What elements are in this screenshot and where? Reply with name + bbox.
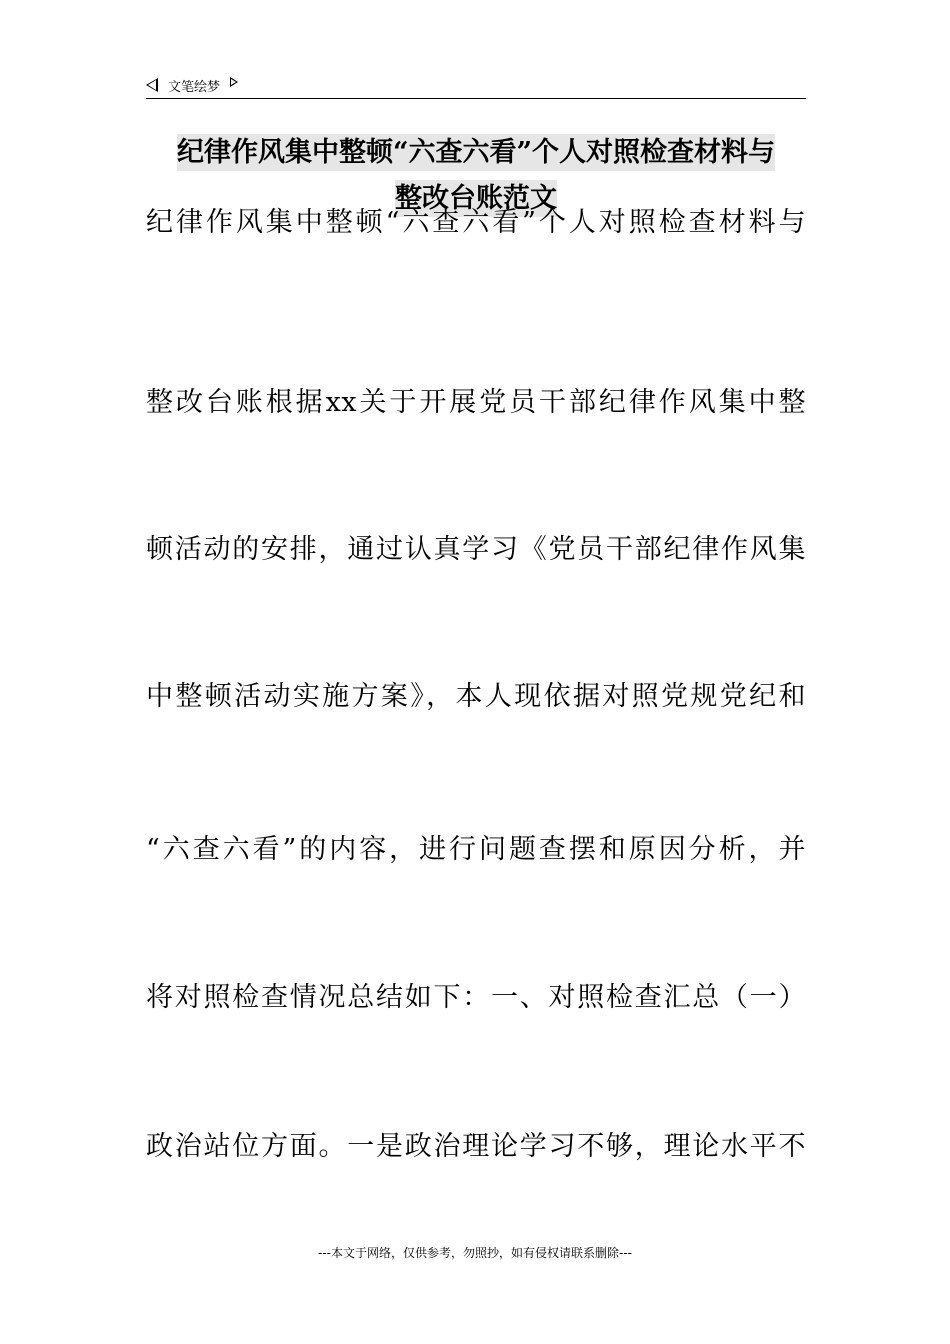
body-line-4: 中整顿活动实施方案》，本人现依据对照党规党纪和: [146, 681, 806, 712]
page-footer: ---本文于网络，仅供参考，勿照抄，如有侵权请联系删除---: [318, 1246, 632, 1260]
title-line-1: 纪律作风集中整顿“六查六看”个人对照检查材料与: [177, 134, 775, 171]
page-header: [146, 72, 806, 98]
triangle-right-icon: [230, 77, 238, 87]
body-line-7: 政治站位方面。一是政治理论学习不够，理论水平不: [146, 1131, 806, 1162]
body-line-6: 将对照检查情况总结如下：一、对照检查汇总（一）: [146, 982, 806, 1013]
header-divider: [146, 98, 806, 99]
body-line-1: 纪律作风集中整顿“六查六看”个人对照检查材料与: [146, 207, 806, 238]
triangle-left-icon: [146, 78, 158, 92]
header-label: 文笔绘梦: [168, 79, 221, 95]
title-line-2: 整改台账范文: [395, 180, 557, 217]
body-line-3: 顿活动的安排，通过认真学习《党员干部纪律作风集: [146, 534, 806, 565]
body-line-5: “六查六看”的内容，进行问题查摆和原因分析，并: [146, 834, 806, 865]
body-line-2: 整改台账根据xx关于开展党员干部纪律作风集中整: [146, 387, 806, 418]
